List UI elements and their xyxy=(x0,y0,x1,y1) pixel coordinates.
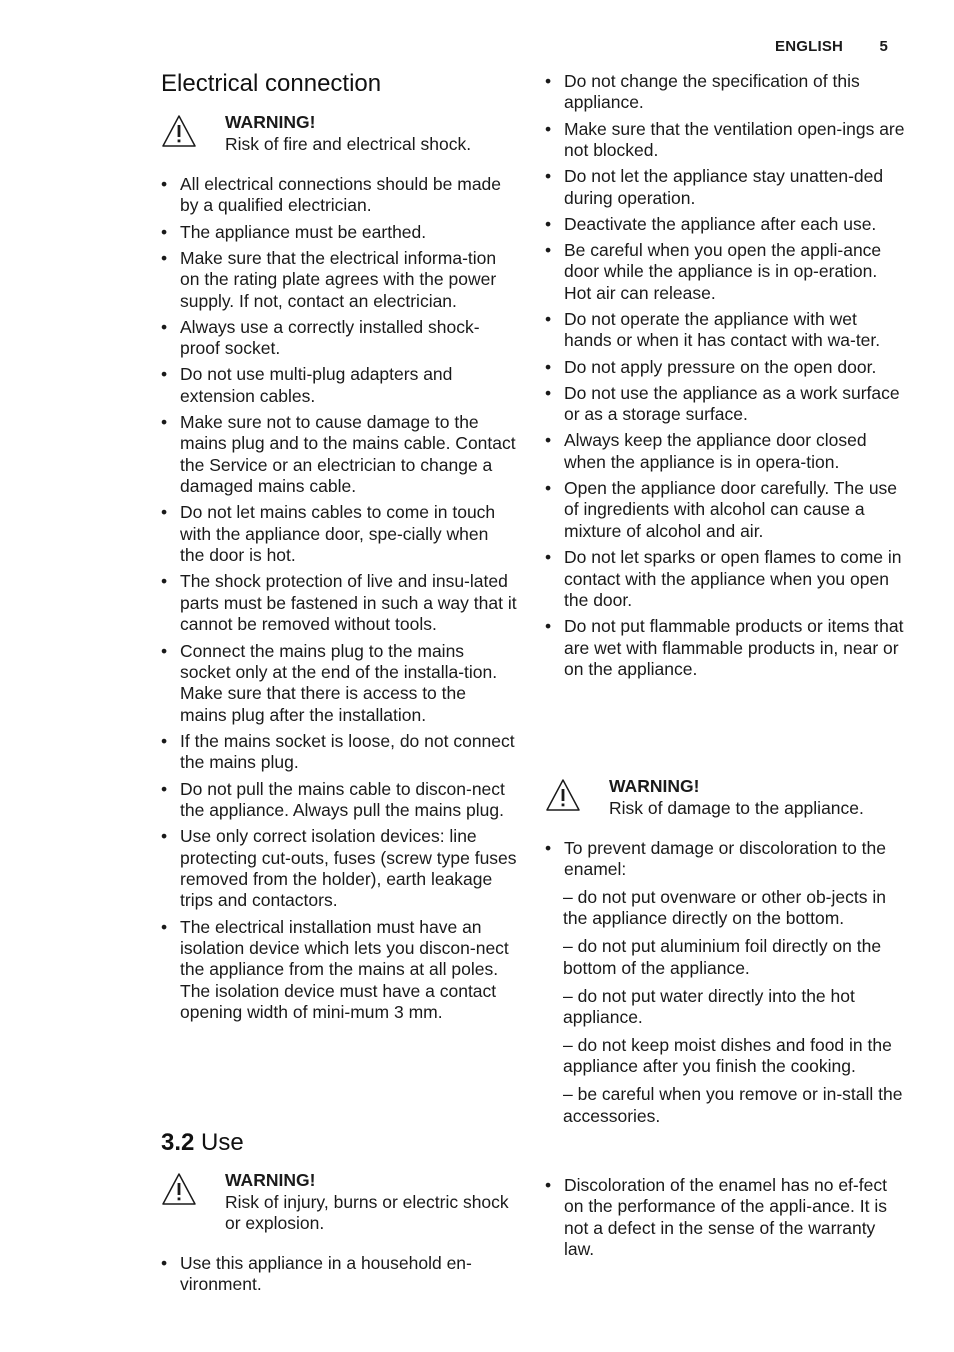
list-item: • Deactivate the appliance after each use. xyxy=(545,214,905,235)
list-item: • Do not put flammable products or items that are wet with flammable products in, near or on the appliance. xyxy=(545,616,905,680)
list-item: • Open the appliance door carefully. The use of ingredients with alcohol can cause a mixture of alcohol and air. xyxy=(545,478,905,542)
list-item: • To prevent damage or discoloration to the enamel: xyxy=(545,838,905,881)
use-bullet-list xyxy=(161,1253,517,1301)
sub-list-item: – be careful when you remove or in-stall the accessories. xyxy=(563,1084,903,1126)
list-item: • Do not pull the mains cable to discon-nect the appliance. Always pull the mains plug. xyxy=(161,779,517,822)
warning-triangle-icon xyxy=(161,1172,197,1206)
list-item: • Make sure that the ventilation open-ings are not blocked. xyxy=(545,119,905,162)
list-item: • Make sure not to cause damage to the mains plug and to the mains cable. Contact the Service or an electrician to change a damaged mains cable. xyxy=(161,412,517,498)
warning-title: WARNING! xyxy=(225,1170,316,1190)
list-item: • Be careful when you open the appli-ance door while the appliance is in op-eration. Hot air can release. xyxy=(545,240,905,304)
list-item: • Do not let sparks or open flames to come in contact with the appliance when you open the door. xyxy=(545,547,905,611)
list-item: • Use this appliance in a household en-vironment. xyxy=(161,1253,517,1296)
section-title-use xyxy=(161,1129,244,1157)
sub-list-item: – do not put water directly into the hot appliance. xyxy=(563,985,855,1028)
warning-text: Risk of damage to the appliance. xyxy=(609,797,864,818)
warning-block-damage xyxy=(545,776,905,826)
warning-text: Risk of injury, burns or electric shock or explosion. xyxy=(225,1191,509,1233)
list-item: • Always use a correctly installed shock-proof socket. xyxy=(161,317,517,360)
sub-list-item: – do not put aluminium foil directly on the bottom of the appliance. xyxy=(563,936,882,978)
list-item: • All electrical connections should be made by a qualified electrician. xyxy=(161,174,517,217)
enamel-bullet xyxy=(545,838,905,886)
list-item: • Do not use the appliance as a work surface or as a storage surface. xyxy=(545,383,905,426)
discoloration-bullet xyxy=(545,1175,905,1265)
page-header xyxy=(775,38,888,55)
section-title-electrical-connection: Electrical connection xyxy=(161,70,382,97)
section-title-text: Use xyxy=(201,1129,244,1156)
warning-title: WARNING! xyxy=(609,776,700,796)
sub-list-item: – do not keep moist dishes and food in the appliance after you finish the cooking. xyxy=(563,1034,892,1077)
list-item: • The electrical installation must have an isolation device which lets you discon-nect the appliance from the mains at all poles. The isolation device must have a contact opening width of mini-mum 3 mm. xyxy=(161,917,517,1024)
list-item: • The shock protection of live and insu-lated parts must be fastened in such a way that it cannot be removed without tools. xyxy=(161,571,517,635)
warning-text: Risk of fire and electrical shock. xyxy=(225,133,472,154)
sub-list-item: – do not put ovenware or other ob-jects in the appliance directly on the bottom. xyxy=(563,887,886,929)
list-item: • Connect the mains plug to the mains socket only at the end of the installa-tion. Make sure that there is access to the mains plug after the installation. xyxy=(161,641,517,727)
electrical-bullet-list xyxy=(161,174,517,1028)
list-item: • Do not let the appliance stay unatten-ded during operation. xyxy=(545,166,905,209)
page-number: 5 xyxy=(879,38,888,55)
warning-triangle-icon xyxy=(545,778,581,812)
list-item: • Do not apply pressure on the open door. xyxy=(545,357,905,378)
list-item: • Do not use multi-plug adapters and extension cables. xyxy=(161,364,517,407)
list-item: • Do not change the specification of this appliance. xyxy=(545,71,905,114)
warning-triangle-icon xyxy=(161,114,197,148)
list-item: • Always keep the appliance door closed when the appliance is in opera-tion. xyxy=(545,430,905,473)
list-item: • Do not operate the appliance with wet hands or when it has contact with wa-ter. xyxy=(545,309,905,352)
list-item: • The appliance must be earthed. xyxy=(161,222,517,243)
list-item: • Do not let mains cables to come in touch with the appliance door, spe-cially when the door is hot. xyxy=(161,502,517,566)
language-label: ENGLISH xyxy=(775,38,844,55)
warning-block-electrical xyxy=(161,112,517,162)
list-item: • If the mains socket is loose, do not connect the mains plug. xyxy=(161,731,517,774)
list-item: • Make sure that the electrical informa-tion on the rating plate agrees with the power supply. If not, contact an electrician. xyxy=(161,248,517,312)
list-item: • Use only correct isolation devices: line protecting cut-outs, fuses (screw type fuses removed from the holder), earth leakage trips and contactors. xyxy=(161,826,517,912)
section-number: 3.2 xyxy=(161,1129,195,1156)
warning-block-use xyxy=(161,1170,517,1233)
use-bullet-list-continued xyxy=(545,71,905,685)
list-item: • Discoloration of the enamel has no ef-fect on the performance of the appli-ance. It is not a defect in the sense of the warranty law. xyxy=(545,1175,905,1261)
warning-title: WARNING! xyxy=(225,112,316,132)
enamel-sub-list xyxy=(563,887,905,1134)
